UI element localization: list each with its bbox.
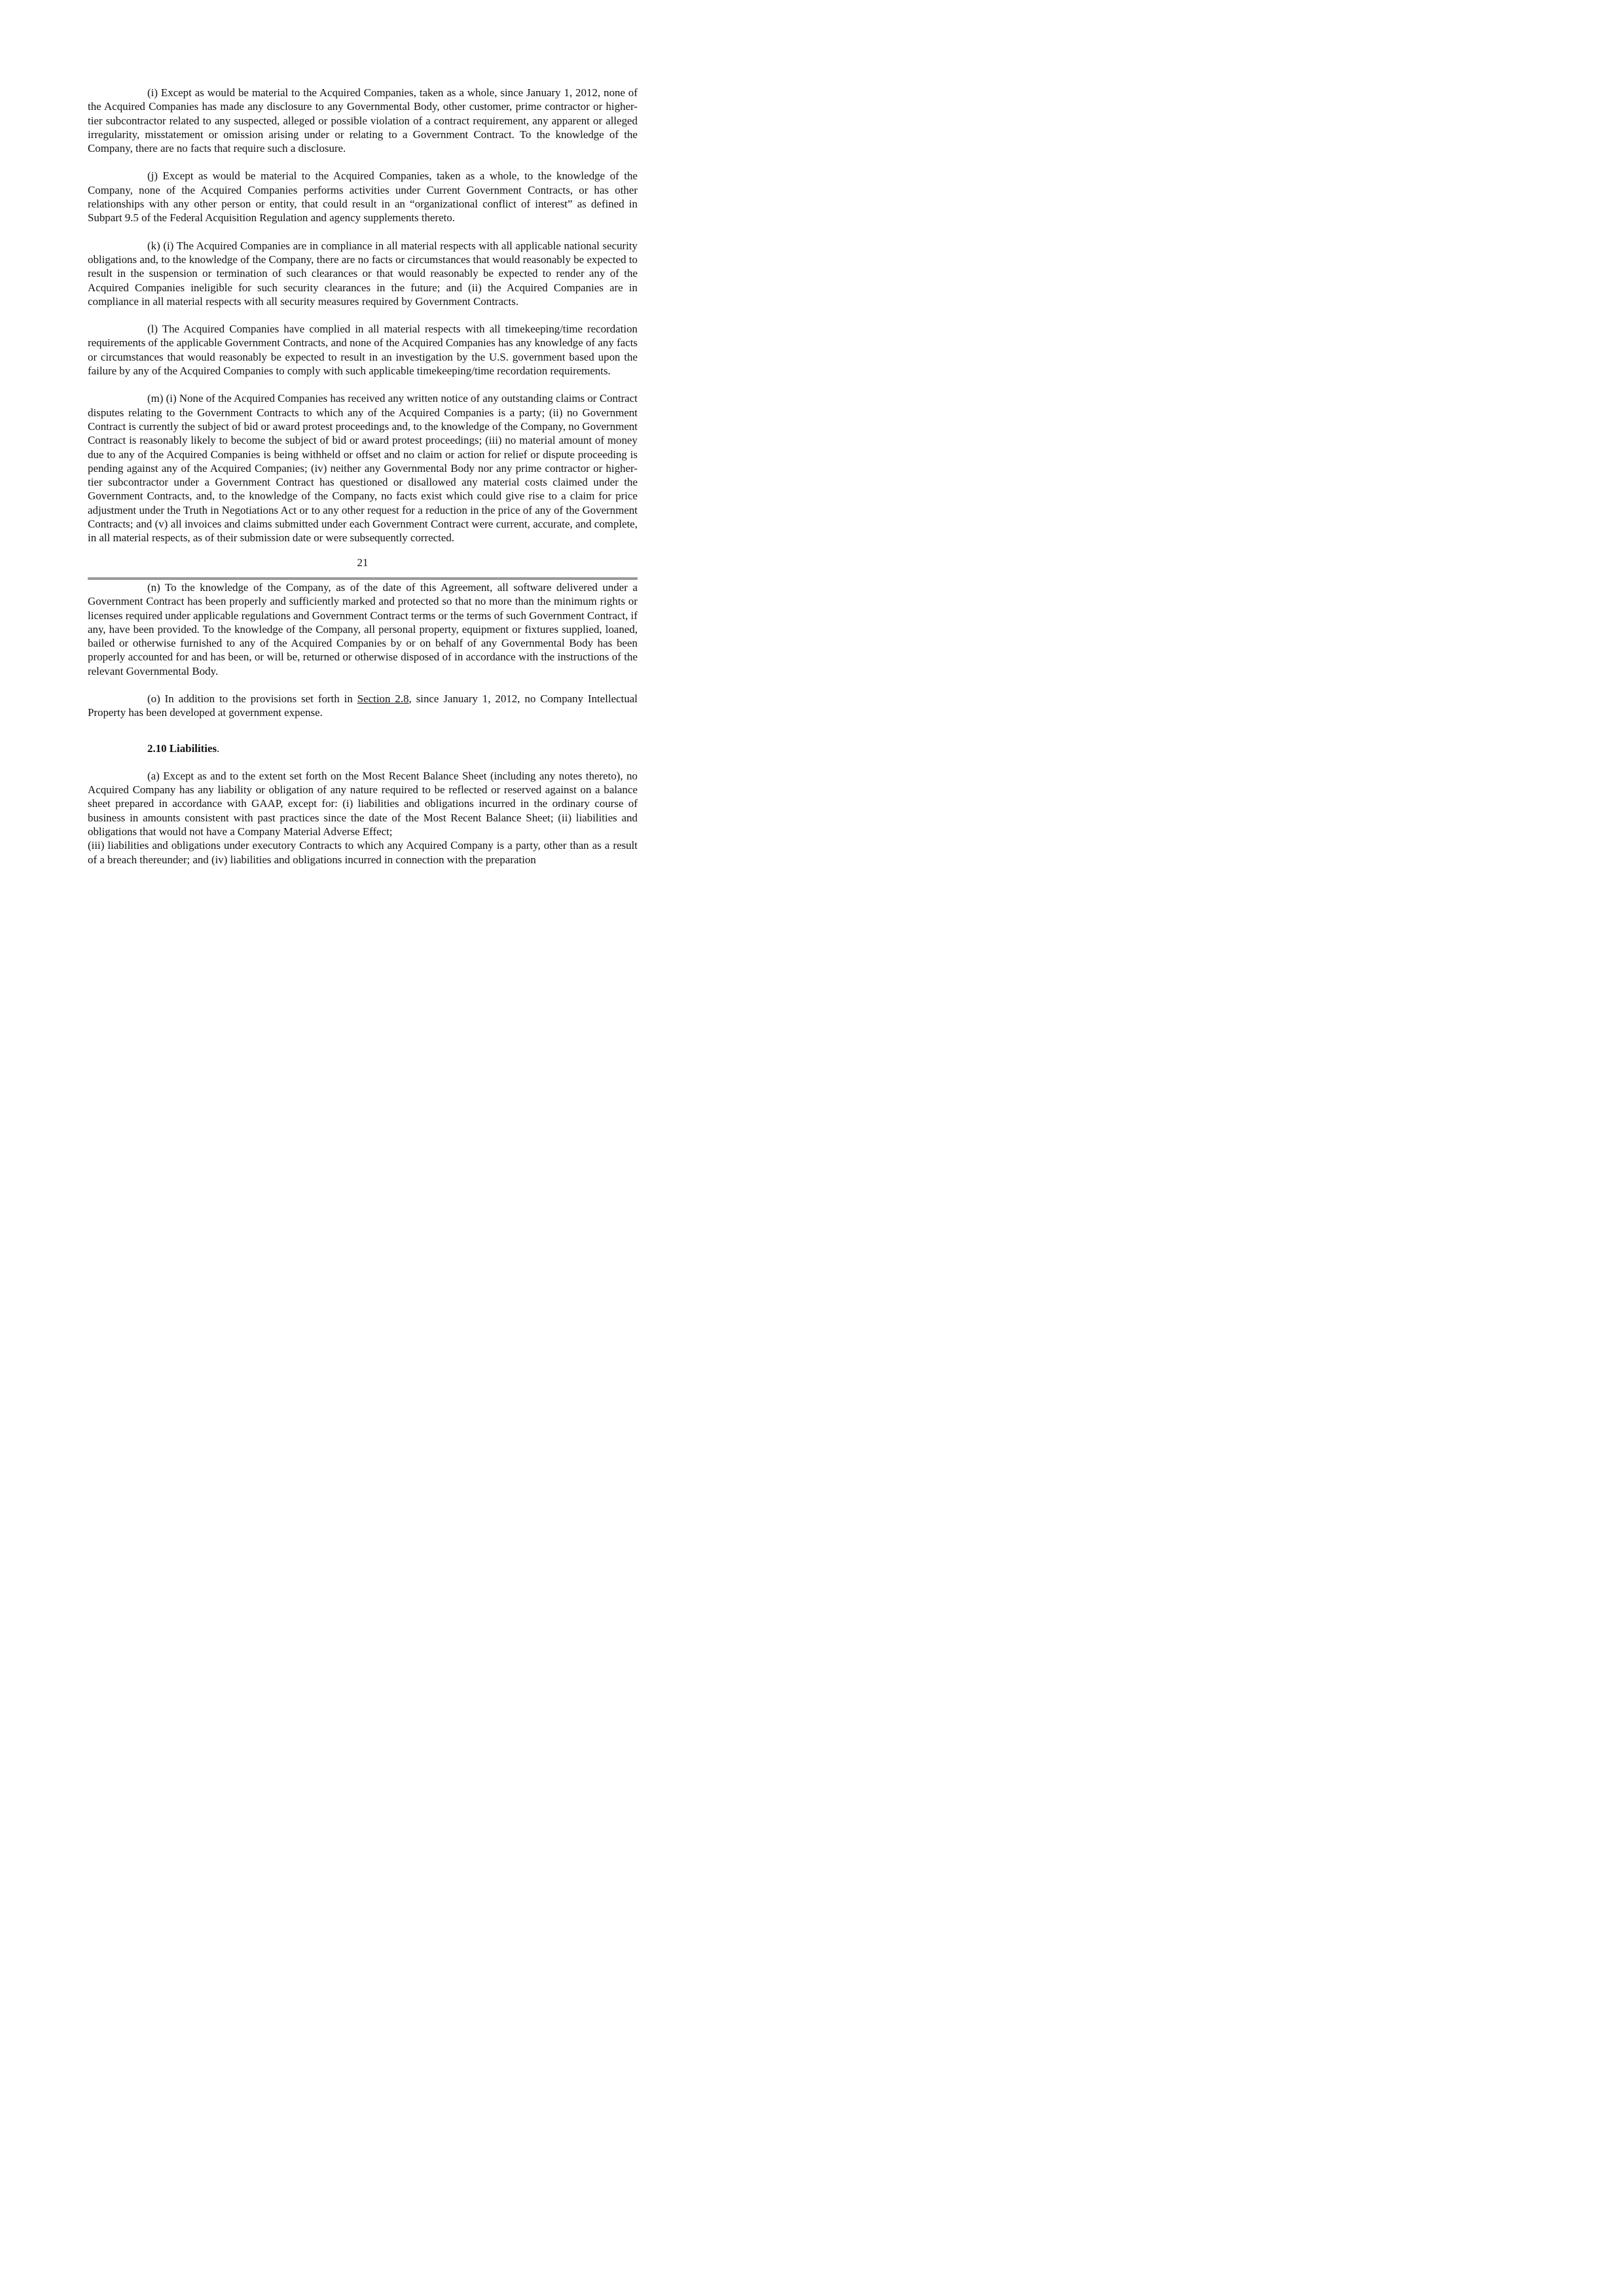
- paragraph-o-text-end: , since January 1, 2012, no Company Intellectual Property has been developed at government expense.: [88, 692, 638, 719]
- paragraph-k: (k) (i) The Acquired Companies are in compliance in all material respects with all applicable national security obligations and, to the knowledge of the Company, there are no facts or circumstances that would reasonably be expected to result in the suspension or termination of such clearances or that would reasonably be expected to render any of the Acquired Companies ineligible for such security clearances in the future; and (ii) the Acquired Companies are in compliance in all material respects with all security measures required by Government Contracts.: [88, 239, 638, 308]
- page-number: 21: [357, 556, 369, 569]
- section-heading-period: .: [217, 742, 220, 755]
- section-reference-link[interactable]: Section 2.8: [357, 692, 409, 705]
- page-break-divider: [88, 577, 638, 580]
- paragraph-a: (a) Except as and to the extent set forth on the Most Recent Balance Sheet (including any notes thereto), no Acquired Company has any liability or obligation of any nature required to be reflected or reserved against on a balance sheet prepared in accordance with GAAP, except for: (i) liabilities and obligations incurred in the ordinary course of business in amounts consistent with past practices since the date of the Most Recent Balance Sheet; (ii) liabilities and obligations that would not have a Company Material Adverse Effect;: [88, 769, 638, 838]
- paragraph-m: (m) (i) None of the Acquired Companies has received any written notice of any outstanding claims or Contract disputes relating to the Government Contracts to which any of the Acquired Companies is a party; (ii) no Government Contract is currently the subject of bid or award protest proceedings and, to the knowledge of the Company, no Government Contract is reasonably likely to become the subject of bid or award protest proceedings; (iii) no material amount of money due to any of the Acquired Companies is being withheld or offset and no claim or action for relief or dispute proceeding is pending against any of the Acquired Companies; (iv) neither any Governmental Body nor any prime contractor or higher-tier subcontractor under a Government Contract has questioned or disallowed any material costs claimed under the Government Contracts, and, to the knowledge of the Company, no facts exist which could give rise to a claim for price adjustment under the Truth in Negotiations Act or to any other request for a reduction in the price of any of the Government Contracts; and (v) all invoices and claims submitted under each Government Contract were current, accurate, and complete, in all material respects, as of their submission date or were subsequently corrected.: [88, 392, 638, 545]
- section-heading-title: 2.10 Liabilities: [147, 742, 217, 755]
- paragraph-j: (j) Except as would be material to the Acquired Companies, taken as a whole, to the knowledge of the Company, none of the Acquired Companies performs activities under Current Government Contracts, or has other relationships with any other person or entity, that could result in an “organizational conflict of interest” as defined in Subpart 9.5 of the Federal Acquisition Regulation and agency supplements thereto.: [88, 170, 638, 224]
- paragraph-l: (l) The Acquired Companies have complied in all material respects with all timekeeping/time recordation requirements of the applicable Government Contracts, and none of the Acquired Companies has any knowledge of any facts or circumstances that would reasonably be expected to result in an investigation by the U.S. government based upon the failure by any of the Acquired Companies to comply with such applicable timekeeping/time recordation requirements.: [88, 323, 638, 378]
- paragraph-a-continued: (iii) liabilities and obligations under executory Contracts to which any Acquired Company is a party, other than as a result of a breach thereunder; and (iv) liabilities and obligations incurred in connection with the preparation: [88, 839, 638, 866]
- paragraph-o-text-start: (o) In addition to the provisions set forth in: [147, 692, 357, 705]
- document-page: [88, 86, 638, 867]
- paragraph-i: (i) Except as would be material to the Acquired Companies, taken as a whole, since January 1, 2012, none of the Acquired Companies has made any disclosure to any Governmental Body, other customer, prime contractor or higher-tier subcontractor related to any suspected, alleged or possible violation of a contract requirement, any apparent or alleged irregularity, misstatement or omission arising under or relating to a Government Contract. To the knowledge of the Company, there are no facts that require such a disclosure.: [88, 86, 638, 155]
- paragraph-o: [88, 692, 638, 720]
- section-heading-liabilities: [88, 742, 638, 755]
- paragraph-n: (n) To the knowledge of the Company, as of the date of this Agreement, all software delivered under a Government Contract has been properly and sufficiently marked and protected so that no more than the minimum rights or licenses required under applicable regulations and Government Contract terms or the terms of such Government Contract, if any, have been provided. To the knowledge of the Company, all personal property, equipment or fixtures supplied, loaned, bailed or otherwise furnished to any of the Acquired Companies by or on behalf of any Governmental Body has been properly accounted for and has been, or will be, returned or otherwise disposed of in accordance with the instructions of the relevant Governmental Body.: [88, 581, 638, 677]
